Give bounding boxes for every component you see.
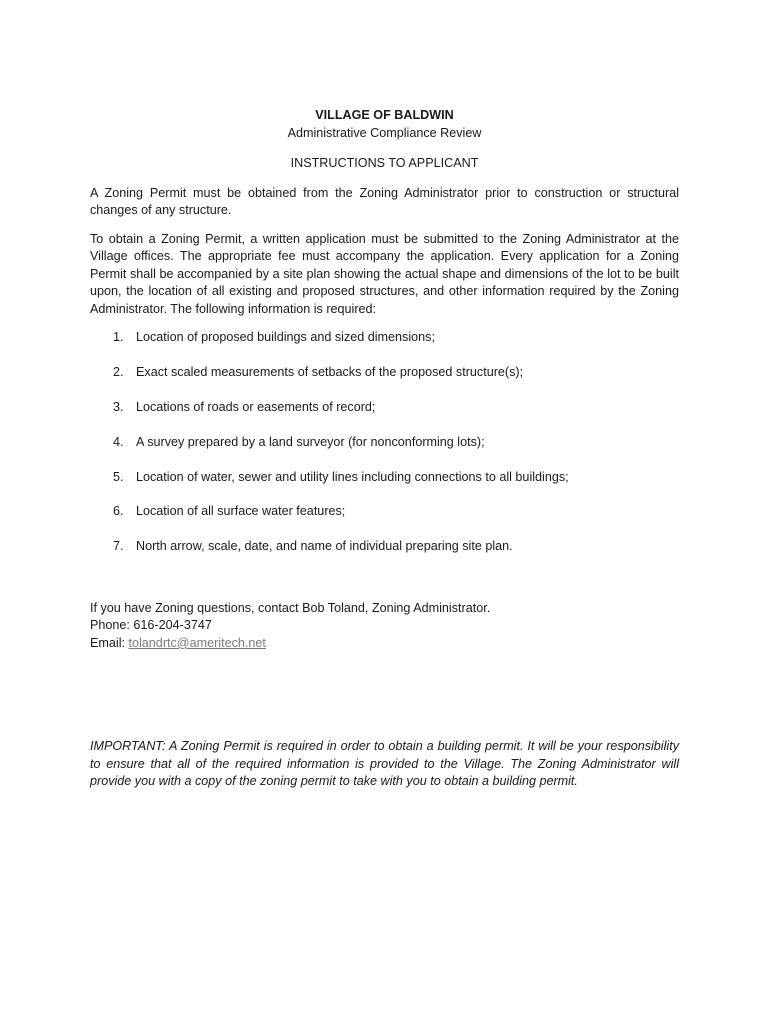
intro-paragraph: A Zoning Permit must be obtained from the Zoning Administrator prior to construction or structural changes of any structure. — [90, 185, 679, 217]
document-content — [90, 107, 679, 791]
list-item-text: A survey prepared by a land surveyor (for nonconforming lots); — [136, 434, 485, 449]
list-item-number: 3. — [113, 399, 124, 414]
list-item — [90, 399, 679, 417]
list-item — [90, 434, 679, 452]
instructions-heading: INSTRUCTIONS TO APPLICANT — [290, 156, 479, 170]
important-note: IMPORTANT: A Zoning Permit is required in order to obtain a building permit. It will be your responsibility to ensure that all of the required information is provided to the Village. The Zoning Administrator will provide you with a copy of the zoning permit to take with you to obtain a building permit. — [90, 739, 679, 789]
application-paragraph: To obtain a Zoning Permit, a written application must be submitted to the Zoning Administrator at the Village offices. The appropriate fee must accompany the application. Every application for a Zoning Permit shall be accompanied by a site plan showing the actual shape and dimensions of the lot to be built upon, the location of all existing and proposed structures, and other information required by the Zoning Administrator. The following information is required: — [90, 231, 679, 316]
list-item-text: North arrow, scale, date, and name of individual preparing site plan. — [136, 539, 513, 554]
list-item-text: Location of water, sewer and utility lines including connections to all buildings; — [136, 469, 569, 484]
email-link[interactable]: tolandrtc@ameritech.net — [128, 635, 266, 650]
list-item — [90, 329, 679, 347]
email-line — [90, 635, 679, 653]
requirements-list — [90, 329, 679, 556]
contact-line: If you have Zoning questions, contact Bob Toland, Zoning Administrator. — [90, 600, 491, 615]
list-item — [90, 469, 679, 487]
list-item-number: 4. — [113, 434, 124, 449]
document-title: VILLAGE OF BALDWIN — [315, 108, 454, 122]
list-item-number: 6. — [113, 504, 124, 519]
email-label: Email: — [90, 635, 129, 650]
list-item-text: Location of all surface water features; — [136, 504, 346, 519]
contact-block — [90, 600, 679, 653]
list-item — [90, 538, 679, 556]
list-item-number: 7. — [113, 539, 124, 554]
list-item-number: 2. — [113, 364, 124, 379]
phone-line: Phone: 616-204-3747 — [90, 618, 212, 633]
list-item-text: Locations of roads or easements of record; — [136, 399, 376, 414]
document-subtitle: Administrative Compliance Review — [287, 125, 482, 140]
list-item-number: 5. — [113, 469, 124, 484]
list-item — [90, 364, 679, 382]
list-item — [90, 503, 679, 521]
list-item-text: Location of proposed buildings and sized dimensions; — [136, 330, 435, 344]
list-item-number: 1. — [113, 330, 124, 344]
list-item-text: Exact scaled measurements of setbacks of the proposed structure(s); — [136, 364, 524, 379]
